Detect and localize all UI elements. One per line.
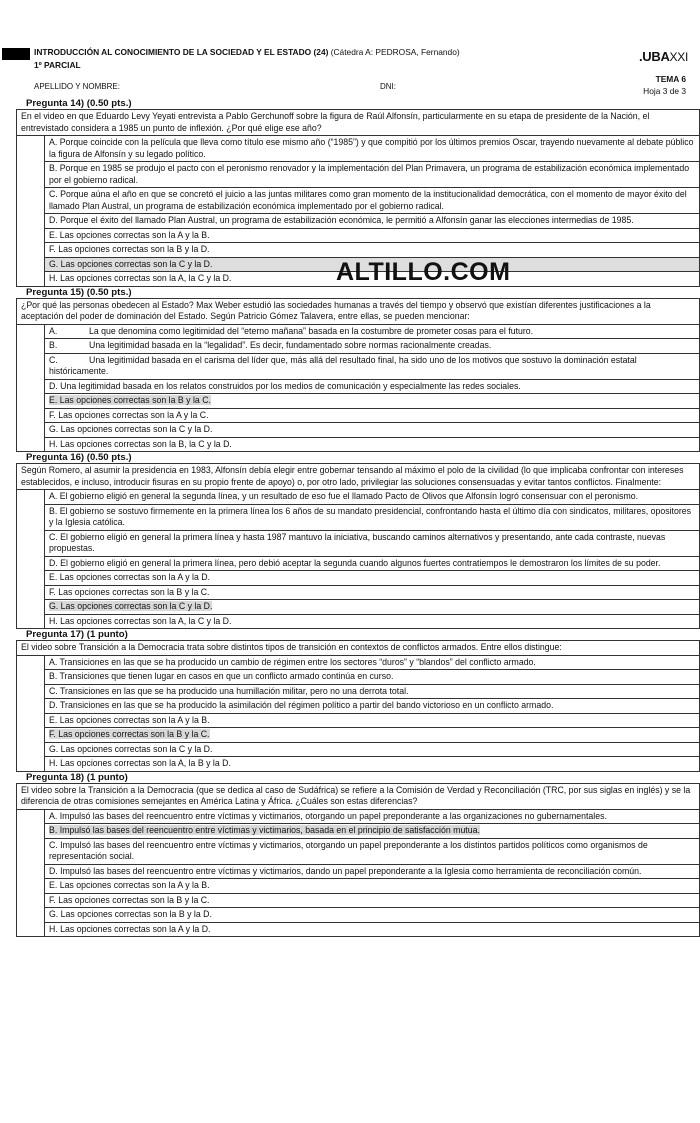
- option-e[interactable]: E. Las opciones correctas son la A y la B.: [44, 714, 699, 729]
- option-e[interactable]: E. Las opciones correctas son la A y la B.: [44, 229, 699, 244]
- questions-container: [16, 98, 700, 937]
- option-c[interactable]: C. Una legitimidad basada en el carisma del líder que, más allá del resultado final, ha sido uno de los motivos que sostuvo la dominación estatal históricamente.: [44, 354, 699, 380]
- option-d[interactable]: D. El gobierno eligió en general la primera línea, pero debió aceptar la segunda cuando algunos fuertes contratiempos le demostraron los límites de su poder.: [44, 557, 699, 572]
- question-stem: Según Romero, al asumir la presidencia en 1983, Alfonsín debía elegir entre gobernar tensando al máximo el polo de la civilidad (lo que implicaba confrontar con intereses establecidos, e incluso, introducir fisuras en su propio frente de apoyo) o, por otro lado, privilegiar las soluciones consensuadas y evitar tantos conflictos. Finalmente:: [17, 464, 699, 490]
- option-g[interactable]: G. Las opciones correctas son la C y la D.: [44, 743, 699, 758]
- option-e[interactable]: E. Las opciones correctas son la A y la D.: [44, 571, 699, 586]
- option-c[interactable]: C. Transiciones en las que se ha producido una humillación militar, pero no una derrota total.: [44, 685, 699, 700]
- question-18: [16, 783, 700, 938]
- question-14-title: Pregunta 14) (0.50 pts.): [26, 98, 132, 109]
- option-h[interactable]: H. Las opciones correctas son la B, la C y la D.: [44, 438, 699, 452]
- question-17: [16, 640, 700, 772]
- option-d[interactable]: D. Impulsó las bases del reencuentro entre víctimas y victimarios, dando un papel preponderante a la Iglesia como herramienta de reconciliación común.: [44, 865, 699, 880]
- page-indicator: Hoja 3 de 3: [643, 86, 686, 96]
- tema-label: TEMA 6: [655, 74, 686, 84]
- option-g[interactable]: G. Las opciones correctas son la C y la D.: [44, 423, 699, 438]
- dni-field-label: DNI:: [380, 82, 396, 91]
- option-d[interactable]: D. Transiciones en las que se ha producido la asimilación del régimen político a partir del bando victorioso en un conflicto armado.: [44, 699, 699, 714]
- option-b-highlighted[interactable]: B. Impulsó las bases del reencuentro entre víctimas y victimarios, basada en el principio de satisfacción mutua.: [44, 824, 699, 839]
- option-h[interactable]: H. Las opciones correctas son la A y la D.: [44, 923, 699, 937]
- option-b[interactable]: B. Porque en 1985 se produjo el pacto con el peronismo renovador y la implementación del Plan Primavera, un programa de estabilización económica implementado por el gobierno radical.: [44, 162, 699, 188]
- question-stem: El video sobre la Transición a la Democracia (que se dedica al caso de Sudáfrica) se refiere a la Comisión de Verdad y Reconciliación (TRC, por sus siglas en inglés) y se la diferencia de otras comisiones semejantes en América Latina y África. ¿Cuáles son estas diferencias?: [17, 784, 699, 810]
- question-16: [16, 463, 700, 629]
- uba-logo: .UBAXXI: [638, 49, 688, 64]
- option-f[interactable]: F. Las opciones correctas son la A y la C.: [44, 409, 699, 424]
- option-a[interactable]: A. Porque coincide con la película que lleva como título ese mismo año (“1985”) y que compitió por los últimos premios Oscar, trayendo nuevamente al debate público la figura de Alfonsín y su legado político.: [44, 136, 699, 162]
- question-18-title: Pregunta 18) (1 punto): [26, 771, 128, 783]
- option-c[interactable]: C. Porque aúna el año en que se concretó el juicio a las juntas militares como gran momento de la institucionalidad democrática, con el momento de mayor éxito del llamado Plan Austral, un programa de estabilización económica implementado por el gobierno radical.: [44, 188, 699, 214]
- watermark-text: ALTILLO.COM: [336, 258, 511, 286]
- option-b[interactable]: B. Una legitimidad basada en la “legalidad”. Es decir, fundamentado sobre normas racionalmente creadas.: [44, 339, 699, 354]
- question-stem: En el video en que Eduardo Levy Yeyati entrevista a Pablo Gerchunoff sobre la figura de Raúl Alfonsín, particularmente en su etapa de presidente de la Nación, el entrevistado considera a 1985 un punto de inflexión. ¿Por qué elige ese año?: [17, 110, 699, 136]
- redaction-bar: [2, 48, 30, 60]
- question-15-title: Pregunta 15) (0.50 pts.): [26, 286, 132, 298]
- option-g-highlighted[interactable]: G. Las opciones correctas son la C y la D.: [44, 258, 699, 273]
- option-f[interactable]: F. Las opciones correctas son la B y la D.: [44, 243, 699, 258]
- question-stem: ¿Por qué las personas obedecen al Estado? Max Weber estudió las sociedades humanas a través del tiempo y observó que existían diferentes justificaciones a la aceptación del poder de dominación del Estado. Según Patricio Gómez Talavera, entre ellas, se pueden mencionar:: [17, 299, 699, 325]
- option-d[interactable]: D. Porque el éxito del llamado Plan Austral, un programa de estabilización económica, le permitió a Alfonsín ganar las elecciones intermedias de 1985.: [44, 214, 699, 229]
- exam-header: [0, 46, 700, 98]
- option-d[interactable]: D. Una legitimidad basada en los relatos construidos por los medios de comunicación y especialmente las redes sociales.: [44, 380, 699, 395]
- option-b[interactable]: B. El gobierno se sostuvo firmemente en la primera línea los 6 años de su mandato presidencial, confrontando hasta el último día con sindicatos, militares, opositores y la Iglesia católica.: [44, 505, 699, 531]
- option-a[interactable]: A. El gobierno eligió en general la segunda línea, y un resultado de eso fue el llamado Pacto de Olivos que Alfonsín logró consensuar con el peronismo.: [44, 490, 699, 505]
- question-stem: El video sobre Transición a la Democracia trata sobre distintos tipos de transición en contextos de conflictos armados. Entre ellos distingue:: [17, 641, 699, 656]
- option-g-highlighted[interactable]: G. Las opciones correctas son la C y la D.: [44, 600, 699, 615]
- option-c[interactable]: C. Impulsó las bases del reencuentro entre víctimas y victimarios, otorgando un papel preponderante a los distintos partidos políticos como organismos de representación social.: [44, 839, 699, 865]
- option-g[interactable]: G. Las opciones correctas son la B y la D.: [44, 908, 699, 923]
- option-e-highlighted[interactable]: E. Las opciones correctas son la B y la C.: [44, 394, 699, 409]
- option-a[interactable]: A. Impulsó las bases del reencuentro entre víctimas y victimarios, otorgando un papel preponderante a las organizaciones no gubernamentales.: [44, 810, 699, 825]
- option-f-highlighted[interactable]: F. Las opciones correctas son la B y la C.: [44, 728, 699, 743]
- option-a[interactable]: A. La que denomina como legitimidad del “eterno mañana” basada en la costumbre de prometer cosas para el futuro.: [44, 325, 699, 340]
- option-f[interactable]: F. Las opciones correctas son la B y la C.: [44, 894, 699, 909]
- question-15: [16, 298, 700, 453]
- option-a[interactable]: A. Transiciones en las que se ha producido un cambio de régimen entre los sectores “duros” y “blandos” del conflicto armado.: [44, 656, 699, 671]
- option-c[interactable]: C. El gobierno eligió en general la primera línea y hasta 1987 mantuvo la iniciativa, buscando caminos alternativos y presentando, ante cada contraste, nuevas propuestas.: [44, 531, 699, 557]
- course-title: INTRODUCCIÓN AL CONOCIMIENTO DE LA SOCIEDAD Y EL ESTADO (24) (Cátedra A: PEDROSA, Fernando): [34, 47, 460, 57]
- option-h[interactable]: H. Las opciones correctas son la A, la C y la D.: [44, 615, 699, 629]
- exam-type: 1º PARCIAL: [34, 60, 81, 70]
- question-16-title: Pregunta 16) (0.50 pts.): [26, 452, 132, 463]
- option-e[interactable]: E. Las opciones correctas son la A y la B.: [44, 879, 699, 894]
- option-f[interactable]: F. Las opciones correctas son la B y la C.: [44, 586, 699, 601]
- question-17-title: Pregunta 17) (1 punto): [26, 629, 128, 640]
- option-h[interactable]: H. Las opciones correctas son la A, la C y la D.: [44, 272, 699, 286]
- name-field-label: APELLIDO Y NOMBRE:: [34, 82, 120, 91]
- option-h[interactable]: H. Las opciones correctas son la A, la B y la D.: [44, 757, 699, 771]
- option-b[interactable]: B. Transiciones que tienen lugar en casos en que un conflicto armado continúa en curso.: [44, 670, 699, 685]
